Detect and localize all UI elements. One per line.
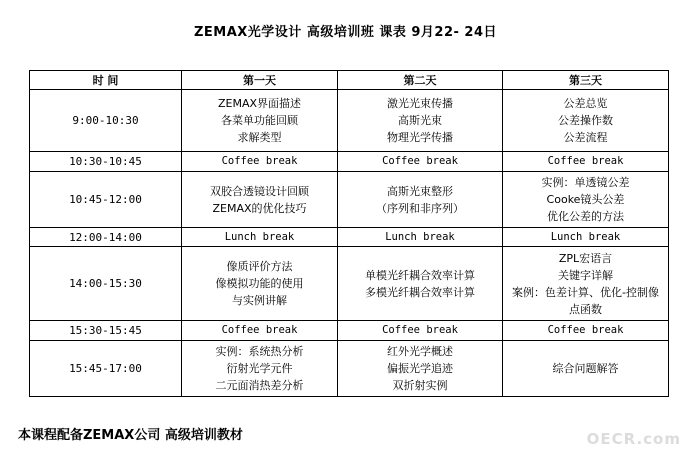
session-cell-day2 (338, 228, 503, 247)
session-cell-day2 (338, 341, 503, 397)
session-line: 激光光束传播 (387, 97, 453, 110)
session-cell-day1 (182, 247, 338, 321)
session-line: 单模光纤耦合效率计算 (365, 268, 475, 282)
time-slot: 12:00-14:00 (30, 228, 182, 247)
session-cell-day2 (338, 247, 503, 321)
session-line: 公差总览 (563, 97, 608, 110)
session-line: Coffee break (221, 155, 298, 167)
session-cell-day1 (182, 172, 338, 228)
header-day2: 第二天 (338, 71, 503, 90)
session-line: 高斯光束整形 (387, 184, 453, 198)
session-cell-day1 (182, 321, 338, 341)
session-line: 红外光学概述 (387, 345, 453, 358)
session-line: 衍射光学元件 (226, 362, 293, 375)
session-cell-day2 (338, 172, 503, 228)
session-cell-day1 (182, 90, 338, 152)
session-line: 像模拟功能的使用 (215, 277, 304, 290)
table-row (30, 341, 669, 397)
page-title: ZEMAX光学设计 高级培训班 课表 9月22- 24日 (193, 25, 498, 40)
session-cell-day3 (503, 341, 669, 397)
session-line: 像质评价方法 (226, 260, 293, 273)
session-cell-day3 (503, 90, 669, 152)
session-line: 实例：单透镜公差 (541, 176, 630, 189)
session-line: Cooke镜头公差 (546, 193, 625, 206)
session-line: Lunch break (550, 230, 621, 243)
session-line: Coffee break (547, 155, 624, 167)
session-line: Coffee break (382, 324, 458, 336)
table-row (30, 321, 669, 341)
header-day1: 第一天 (182, 71, 338, 90)
session-cell-day2 (338, 152, 503, 172)
session-cell-day3 (503, 172, 669, 228)
session-cell-day3 (503, 152, 669, 172)
session-line: 双胶合透镜设计回顾 (210, 184, 309, 198)
session-line: Coffee break (221, 324, 298, 336)
session-line: 案例：色差计算、优化-控制像 (512, 285, 659, 299)
time-slot: 9:00-10:30 (30, 90, 182, 152)
session-cell-day3 (503, 321, 669, 341)
session-line: 各菜单功能回顾 (221, 114, 298, 127)
session-line: Coffee break (547, 324, 624, 336)
table-row (30, 90, 669, 152)
session-line: ZPL宏语言 (558, 251, 613, 265)
time-slot: 10:45-12:00 (30, 172, 182, 228)
session-line: 多模光纤耦合效率计算 (365, 285, 475, 299)
table-row (30, 152, 669, 172)
session-line: 求解类型 (237, 131, 282, 144)
time-slot: 10:30-10:45 (30, 152, 182, 172)
session-line: 二元面消热差分析 (215, 379, 304, 392)
session-cell-day3 (503, 228, 669, 247)
session-line: 与实例讲解 (232, 294, 287, 307)
watermark-logo: OECR.com (586, 430, 681, 448)
session-cell-day2 (338, 321, 503, 341)
session-line: （序列和非序列） (376, 201, 464, 215)
session-line: 物理光学传播 (387, 131, 453, 144)
session-line: Coffee break (382, 155, 458, 167)
table-row (30, 228, 669, 247)
session-line: 综合问题解答 (552, 362, 619, 375)
session-line: 公差操作数 (558, 114, 613, 127)
session-line: 实例：系统热分析 (215, 345, 304, 358)
session-line: Lunch break (224, 230, 295, 243)
session-cell-day3 (503, 247, 669, 321)
session-cell-day1 (182, 341, 338, 397)
session-line: 关键字详解 (558, 268, 613, 282)
session-line: ZEMAX的优化技巧 (212, 201, 307, 215)
session-line: 点函数 (569, 302, 602, 316)
header-time: 时 间 (30, 71, 182, 90)
time-slot: 14:00-15:30 (30, 247, 182, 321)
session-cell-day1 (182, 152, 338, 172)
schedule-table (29, 70, 669, 397)
session-line: 高斯光束 (398, 114, 442, 127)
session-line: 偏振光学追迹 (387, 362, 453, 375)
session-line: 公差流程 (563, 131, 608, 144)
session-line: 双折射实例 (392, 379, 448, 392)
session-line: 优化公差的方法 (547, 210, 624, 223)
session-cell-day2 (338, 90, 503, 152)
footer-note: 本课程配备ZEMAX公司 高级培训教材 (18, 428, 243, 443)
time-slot: 15:45-17:00 (30, 341, 182, 397)
header-day3: 第三天 (503, 71, 669, 90)
header-row (30, 71, 669, 90)
session-line: Lunch break (385, 230, 455, 243)
table-row (30, 247, 669, 321)
session-line: ZEMAX界面描述 (217, 97, 302, 110)
time-slot: 15:30-15:45 (30, 321, 182, 341)
table-row (30, 172, 669, 228)
session-cell-day1 (182, 228, 338, 247)
schedule-body (30, 90, 669, 397)
